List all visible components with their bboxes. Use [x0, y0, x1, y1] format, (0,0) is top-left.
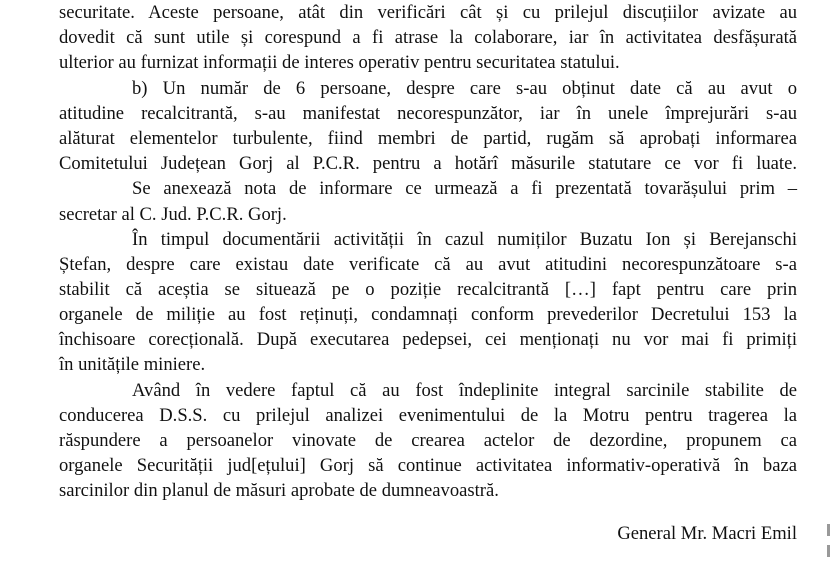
text-line-2: dovedit că sunt utile și corespund a fi atrase la colaborare, iar în activitatea desfășurată: [59, 27, 797, 48]
text-line-12: stabilit că aceștia se situează pe o poziție recalcitrantă […] fapt pentru care prin: [59, 279, 797, 300]
text-line-4: b) Un număr de 6 persoane, despre care s-au obținut date că au avut o: [132, 78, 797, 99]
text-line-16: Având în vedere faptul că au fost îndeplinite integral sarcinile stabilite de: [132, 380, 797, 401]
text-line-13: organele de miliție au fost reținuți, condamnați conform prevederilor Decretului 153 la: [59, 304, 797, 325]
text-line-6: alăturat elementelor turbulente, fiind membri de partid, rugăm să aprobați informarea: [59, 128, 797, 149]
text-line-8: Se anexează nota de informare ce urmează a fi prezentată tovarășului prim –: [132, 178, 797, 199]
text-line-11: Ștefan, despre care existau date verificate că au avut atitudini necorespunzătoare s-a: [59, 254, 797, 275]
text-line-9: secretar al C. Jud. P.C.R. Gorj.: [59, 204, 287, 225]
text-line-15: în unitățile miniere.: [59, 354, 206, 375]
text-line-7: Comitetului Județean Gorj al P.C.R. pentru a hotărî măsurile statutare ce vor fi luate.: [59, 153, 797, 174]
text-line-18: răspundere a persoanelor vinovate de crearea actelor de dezordine, propunem ca: [59, 430, 797, 451]
text-line-10: În timpul documentării activității în cazul numiților Buzatu Ion și Berejanschi: [132, 229, 797, 250]
text-line-3: ulterior au furnizat informații de interes operativ pentru securitatea statului.: [59, 52, 620, 73]
text-line-19: organele Securității jud[ețului] Gorj să continue activitatea informativ-operativă în baza: [59, 455, 797, 476]
text-line-20: sarcinilor din planul de măsuri aprobate de dumneavoastră.: [59, 480, 499, 501]
signature: General Mr. Macri Emil: [617, 523, 797, 544]
text-line-1: securitate. Aceste persoane, atât din verificări cât și cu prilejul discuțiilor avizate au: [59, 2, 797, 23]
text-line-5: atitudine recalcitrantă, s-au manifestat necorespunzător, iar în unele împrejurări s-au: [59, 103, 797, 124]
text-line-14: închisoare corecțională. După executarea pedepsei, cei menționați nu vor mai fi primiți: [59, 329, 797, 350]
text-line-17: conducerea D.S.S. cu prilejul analizei evenimentului de la Motru pentru tragerea la: [59, 405, 797, 426]
